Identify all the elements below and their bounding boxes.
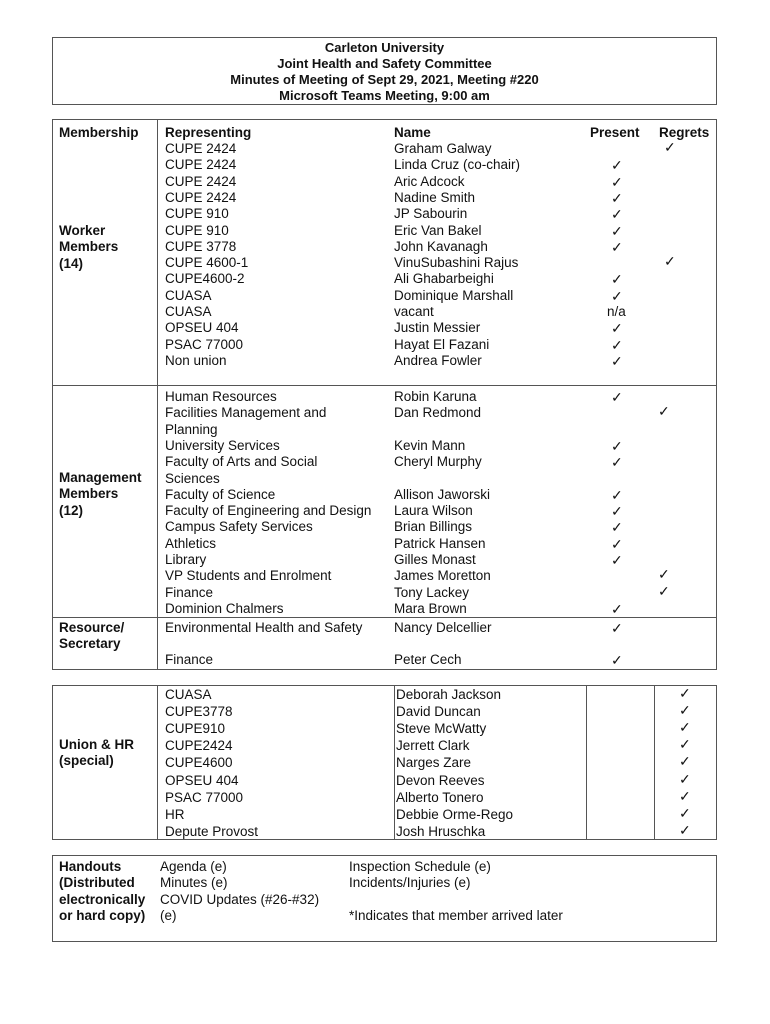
- representing-cell: CUASA: [165, 304, 212, 319]
- member-name-cell: Graham Galway: [394, 141, 492, 156]
- present-check-icon: ✓: [611, 552, 623, 568]
- member-name-cell: David Duncan: [396, 704, 481, 720]
- representing-cell: PSAC 77000: [165, 336, 244, 352]
- management-members-label: Management Members (12): [59, 470, 142, 518]
- column-header-regrets: Regrets: [659, 125, 710, 140]
- representing-cell: Dominion Chalmers: [165, 600, 284, 616]
- present-check-icon: ✓: [611, 189, 623, 206]
- column-header-name: Name: [394, 125, 431, 140]
- regrets-check-icon: ✓: [679, 736, 691, 753]
- representing-cell: Environmental Health and Safety: [165, 620, 363, 635]
- present-check-icon: ✓: [611, 454, 623, 471]
- present-check-icon: ✓: [611, 486, 623, 503]
- handouts-label: Handouts (Distributed electronically or hard copy): [59, 859, 146, 923]
- representing-cell: University Services: [165, 437, 280, 453]
- present-check-icon: ✓: [611, 519, 623, 536]
- member-name-cell: Nadine Smith: [394, 189, 476, 205]
- representing-cell: CUASA: [165, 687, 212, 702]
- representing-cell: CUPE910: [165, 721, 226, 737]
- member-name-cell: VinuSubashini Rajus: [394, 255, 519, 271]
- representing-cell: CUPE2424: [165, 738, 233, 754]
- member-name-cell: Justin Messier: [394, 320, 481, 336]
- present-check-icon: ✓: [611, 352, 623, 369]
- representing-cell: CUPE 3778: [165, 238, 237, 254]
- present-check-icon: ✓: [611, 600, 623, 617]
- present-check-icon: ✓: [611, 157, 623, 174]
- representing-cell: CUASA: [165, 287, 212, 303]
- regrets-check-icon: ✓: [658, 566, 670, 583]
- regrets-check-icon: ✓: [679, 753, 691, 770]
- regrets-check-icon: ✓: [679, 770, 691, 787]
- representing-cell: Planning: [165, 421, 218, 437]
- present-check-icon: ✓: [611, 535, 623, 552]
- worker-section-divider: [52, 385, 717, 386]
- representing-cell: CUPE 2424: [165, 173, 237, 189]
- regrets-check-icon: ✓: [679, 719, 691, 736]
- handouts-list-2: Inspection Schedule (e) Incidents/Injuries (e): [349, 859, 491, 891]
- member-name-cell: Jerrett Clark: [396, 738, 470, 754]
- representing-cell: CUPE 4600-1: [165, 255, 249, 271]
- member-name-cell: Linda Cruz (co-chair): [394, 157, 521, 173]
- member-name-cell: Eric Van Bakel: [394, 222, 482, 238]
- representing-cell: CUPE 2424: [165, 157, 237, 173]
- union-hr-table: [52, 685, 717, 840]
- member-name-cell: Steve McWatty: [396, 721, 487, 737]
- representing-cell: Depute Provost: [165, 823, 259, 839]
- member-name-cell: Mara Brown: [394, 600, 467, 616]
- member-name-cell: Dan Redmond: [394, 405, 482, 421]
- member-name-cell: JP Sabourin: [394, 206, 468, 222]
- representing-cell: Sciences: [165, 470, 220, 486]
- representing-cell: CUPE4600-2: [165, 271, 245, 287]
- present-check-icon: ✓: [611, 287, 623, 304]
- union-col-divider-3: [586, 685, 587, 840]
- present-na-text: n/a: [607, 304, 626, 319]
- union-col-divider-4: [654, 685, 655, 840]
- member-name-cell: Deborah Jackson: [396, 687, 502, 702]
- member-name-cell: Hayat El Fazani: [394, 336, 490, 352]
- member-name-cell: Aric Adcock: [394, 173, 465, 189]
- regrets-check-icon: ✓: [679, 702, 691, 719]
- present-check-icon: ✓: [611, 206, 623, 223]
- regrets-check-icon: ✓: [658, 403, 670, 420]
- regrets-check-icon: ✓: [679, 685, 691, 701]
- regrets-check-icon: ✓: [658, 582, 670, 599]
- member-name-cell: James Moretton: [394, 568, 491, 584]
- representing-cell: CUPE 2424: [165, 189, 237, 205]
- member-name-cell: Andrea Fowler: [394, 352, 482, 368]
- member-name-cell: Patrick Hansen: [394, 535, 486, 551]
- representing-cell: Finance: [165, 652, 214, 667]
- representing-cell: CUPE 2424: [165, 141, 237, 156]
- meeting-location: Microsoft Teams Meeting, 9:00 am: [279, 88, 490, 103]
- member-name-cell: Ali Ghabarbeighi: [394, 271, 494, 287]
- member-name-cell: Laura Wilson: [394, 503, 473, 519]
- regrets-check-icon: ✓: [679, 821, 691, 838]
- present-check-icon: ✓: [611, 320, 623, 337]
- representing-cell: HR: [165, 806, 185, 822]
- member-name-cell: Cheryl Murphy: [394, 454, 482, 470]
- handouts-list-1: Agenda (e) Minutes (e) COVID Updates (#26-#32) (e): [160, 859, 320, 923]
- member-name-cell: Dominique Marshall: [394, 287, 514, 303]
- present-check-icon: ✓: [611, 222, 623, 239]
- member-name-cell: John Kavanagh: [394, 238, 488, 254]
- representing-cell: OPSEU 404: [165, 772, 239, 788]
- committee-name: Joint Health and Safety Committee: [277, 56, 492, 71]
- representing-cell: Non union: [165, 352, 227, 368]
- regrets-check-icon: ✓: [664, 139, 676, 155]
- present-check-icon: ✓: [611, 620, 623, 636]
- minutes-header: [52, 37, 717, 105]
- present-check-icon: ✓: [611, 271, 623, 288]
- regrets-check-icon: ✓: [679, 804, 691, 821]
- union-col-divider-1: [157, 685, 158, 840]
- column-header-present: Present: [590, 125, 640, 140]
- member-name-cell: Robin Karuna: [394, 389, 477, 404]
- representing-cell: Faculty of Science: [165, 486, 276, 502]
- representing-cell: VP Students and Enrolment: [165, 568, 332, 584]
- university-name: Carleton University: [324, 40, 445, 55]
- representing-cell: Finance: [165, 584, 214, 600]
- representing-cell: Faculty of Arts and Social: [165, 454, 318, 470]
- member-name-cell: Narges Zare: [396, 755, 472, 771]
- representing-cell: Faculty of Engineering and Design: [165, 503, 372, 519]
- representing-cell: CUPE3778: [165, 704, 233, 720]
- membership-column-divider: [157, 119, 158, 670]
- management-section-divider: [52, 617, 717, 618]
- union-hr-label: Union & HR (special): [59, 737, 134, 769]
- representing-cell: Campus Safety Services: [165, 519, 313, 535]
- present-check-icon: ✓: [611, 238, 623, 255]
- present-check-icon: ✓: [611, 437, 623, 454]
- regrets-check-icon: ✓: [679, 787, 691, 804]
- present-check-icon: ✓: [611, 652, 623, 668]
- representing-cell: CUPE 910: [165, 222, 229, 238]
- representing-cell: Facilities Management and: [165, 405, 327, 421]
- representing-cell: Library: [165, 552, 207, 567]
- resource-secretary-label: Resource/ Secretary: [59, 620, 125, 652]
- member-name-cell: Debbie Orme-Rego: [396, 806, 514, 822]
- present-check-icon: ✓: [611, 336, 623, 353]
- column-header-representing: Representing: [165, 125, 252, 140]
- member-name-cell: Kevin Mann: [394, 437, 466, 453]
- member-name-cell: Peter Cech: [394, 652, 462, 667]
- member-name-cell: Nancy Delcellier: [394, 620, 492, 635]
- representing-cell: CUPE4600: [165, 755, 233, 771]
- present-check-icon: ✓: [611, 173, 623, 190]
- member-name-cell: Brian Billings: [394, 519, 473, 535]
- member-name-cell: vacant: [394, 304, 434, 319]
- present-check-icon: ✓: [611, 503, 623, 520]
- representing-cell: Human Resources: [165, 389, 277, 404]
- late-arrival-note: *Indicates that member arrived later: [349, 908, 563, 923]
- member-name-cell: Alberto Tonero: [396, 789, 484, 805]
- representing-cell: Athletics: [165, 535, 217, 551]
- representing-cell: PSAC 77000: [165, 789, 244, 805]
- meeting-title: Minutes of Meeting of Sept 29, 2021, Meeting #220: [230, 72, 539, 87]
- representing-cell: CUPE 910: [165, 206, 229, 222]
- regrets-check-icon: ✓: [664, 253, 676, 270]
- column-header-membership: Membership: [59, 125, 139, 140]
- present-check-icon: ✓: [611, 389, 623, 405]
- representing-cell: OPSEU 404: [165, 320, 239, 336]
- member-name-cell: Devon Reeves: [396, 772, 485, 788]
- member-name-cell: Gilles Monast: [394, 552, 476, 567]
- member-name-cell: Allison Jaworski: [394, 486, 491, 502]
- union-col-divider-2: [394, 685, 395, 840]
- member-name-cell: Tony Lackey: [394, 584, 470, 600]
- worker-members-label: Worker Members (14): [59, 223, 119, 271]
- member-name-cell: Josh Hruschka: [396, 823, 486, 839]
